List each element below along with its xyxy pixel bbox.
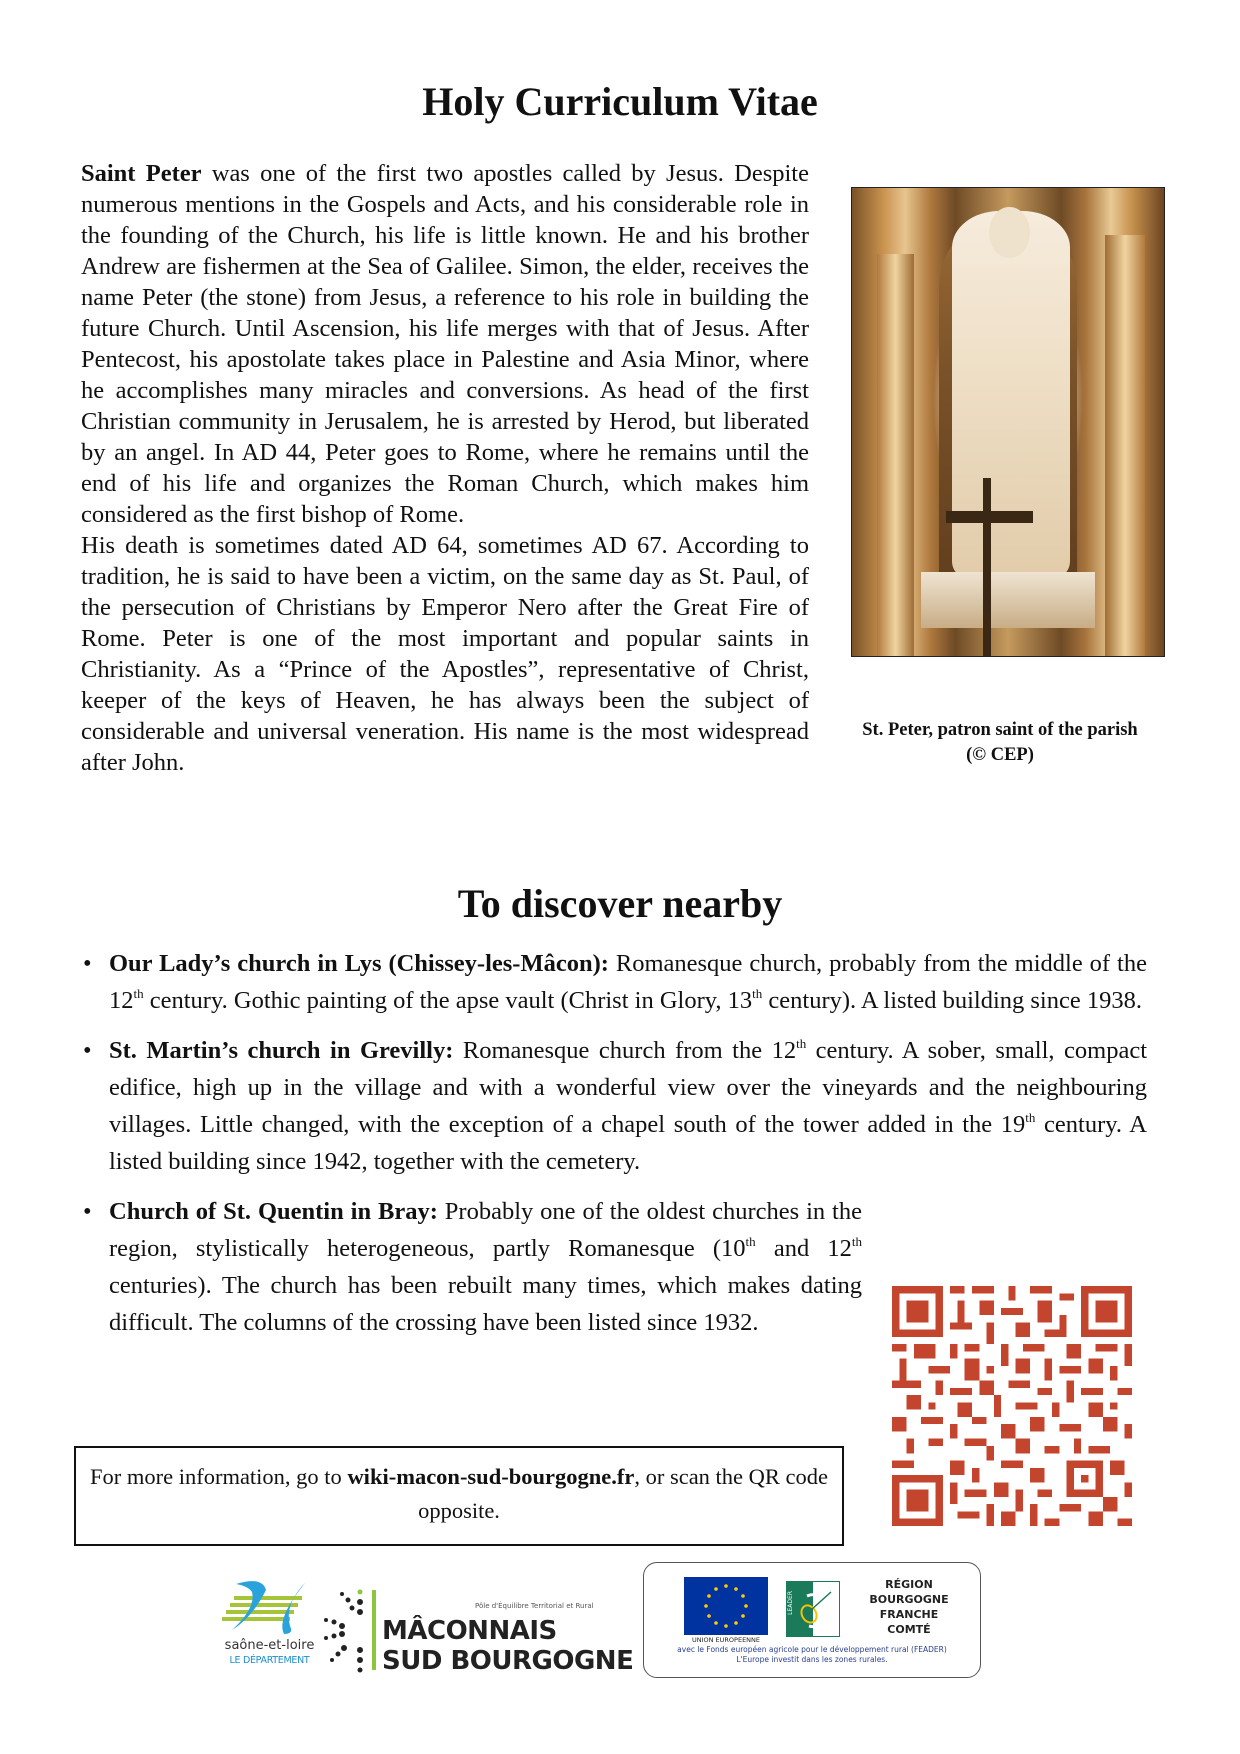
bio-paragraph-1: Saint Peter was one of the first two apostles called by Jesus. Despite numerous mentions in the Gospels and Acts, and his considerable role in the founding of the Church, his life is little known. He and his brother Andrew are fishermen at the Sea of Galilee. Simon, the elder, receives the name Peter (the stone) from Jesus, a reference to his role in building the future Church. Until Ascension, his life merges with that of Jesus. After Pentecost, his apostolate takes place in Palestine and Asia Minor, where he accomplishes many miracles and conversions. As head of the first Christian community in Jerusalem, he is arrested by Herod, but liberated by an angel. In AD 44, Peter goes to Rome, where he remains until the end of his life and organizes the Roman Church, which makes him considered as the first bishop of Rome. <box>81 160 809 528</box>
bullet-icon: • <box>83 950 92 977</box>
maconnais-sud-bourgogne-logo: Pôle d'Équilibre Territorial et Rural MÂCONNAIS SUD BOURGOGNE <box>320 1582 640 1677</box>
more-info-box: For more information, go to wiki-macon-sud-bourgogne.fr, or scan the QR code opposite. <box>74 1446 844 1546</box>
st-peter-photo <box>851 187 1165 657</box>
bullet-icon: • <box>83 1198 92 1225</box>
crucifix-icon <box>983 478 991 656</box>
bullet-icon: • <box>83 1037 92 1064</box>
list-item: • Our Lady’s church in Lys (Chissey-les-Mâcon): Romanesque church, probably from the middle of the 12th century. Gothic painting of the apse vault (Christ in Glory, 13th century). A listed building since 1938. <box>0 945 1147 1019</box>
photo-statue-head <box>989 207 1030 258</box>
crucifix-bar <box>946 511 1033 523</box>
list-item: • St. Martin’s church in Grevilly: Romanesque church from the 12th century. A sober, small, compact edifice, high up in the village and with a wonderful view over the vineyards and the neighbouring villages. Little changed, with the exception of a chapel south of the tower added in the 19th century. A listed building since 1942, together with the cemetery. <box>0 1032 1147 1180</box>
page-title: Holy Curriculum Vitae <box>422 79 818 124</box>
photo-pedestal <box>921 572 1096 628</box>
photo-column-left <box>877 254 914 656</box>
place-name: St. Martin’s church in Grevilly: <box>109 1037 454 1064</box>
eu-flag-icon <box>684 1577 768 1635</box>
green-divider <box>372 1590 376 1670</box>
feader-note: avec le Fonds européen agricole pour le développement rural (FEADER) L'Europe investit dans les zones rurales. <box>677 1645 947 1664</box>
discover-heading: To discover nearby <box>457 881 783 926</box>
region-bfc-logo: RÉGION BOURGOGNE FRANCHE COMTÉ <box>869 1578 949 1636</box>
place-name: Our Lady’s church in Lys (Chissey-les-Mâcon): <box>109 950 609 977</box>
saone-et-loire-logo: saône-et-loire LE DÉPARTEMENT <box>222 1578 317 1678</box>
bio-lead-name: Saint Peter <box>81 160 202 187</box>
bio-text <box>81 158 809 778</box>
eu-funding-panel: UNION EUROPEENNE LEADER RÉGION BOURGOGNE FRANCHE COMTÉ avec le Fonds européen agricole pour le développement rural (FEADER) L'Europe investit dans les zones rurales. <box>643 1562 981 1678</box>
list-item: • Church of St. Quentin in Bray: Probably one of the oldest churches in the region, stylistically heterogeneous, partly Romanesque (10th and 12th centuries). The church has been rebuilt many times, which makes dating difficult. The columns of the crossing have been listed since 1932. <box>0 1193 862 1341</box>
leader-logo-icon <box>786 1581 840 1637</box>
website-link[interactable]: wiki-macon-sud-bourgogne.fr <box>347 1464 635 1489</box>
photo-caption: St. Peter, patron saint of the parish (© CEP) <box>862 720 1138 765</box>
qr-code-icon[interactable] <box>892 1286 1132 1526</box>
bio-paragraph-2: His death is sometimes dated AD 64, sometimes AD 67. According to tradition, he is said to have been a victim, on the same day as St. Paul, of the persecution of Christians by Emperor Nero after the Great Fire of Rome. Peter is one of the most important and popular saints in Christianity. As a “Prince of the Apostles”, representative of Christ, keeper of the keys of Heaven, he has always been the subject of considerable and universal veneration. His name is the most widespread after John. <box>81 532 809 776</box>
photo-column-right <box>1105 235 1146 656</box>
saone-et-loire-emblem-icon <box>222 1578 317 1638</box>
place-name: Church of St. Quentin in Bray: <box>109 1198 438 1225</box>
dots-emblem-icon <box>320 1586 370 1676</box>
